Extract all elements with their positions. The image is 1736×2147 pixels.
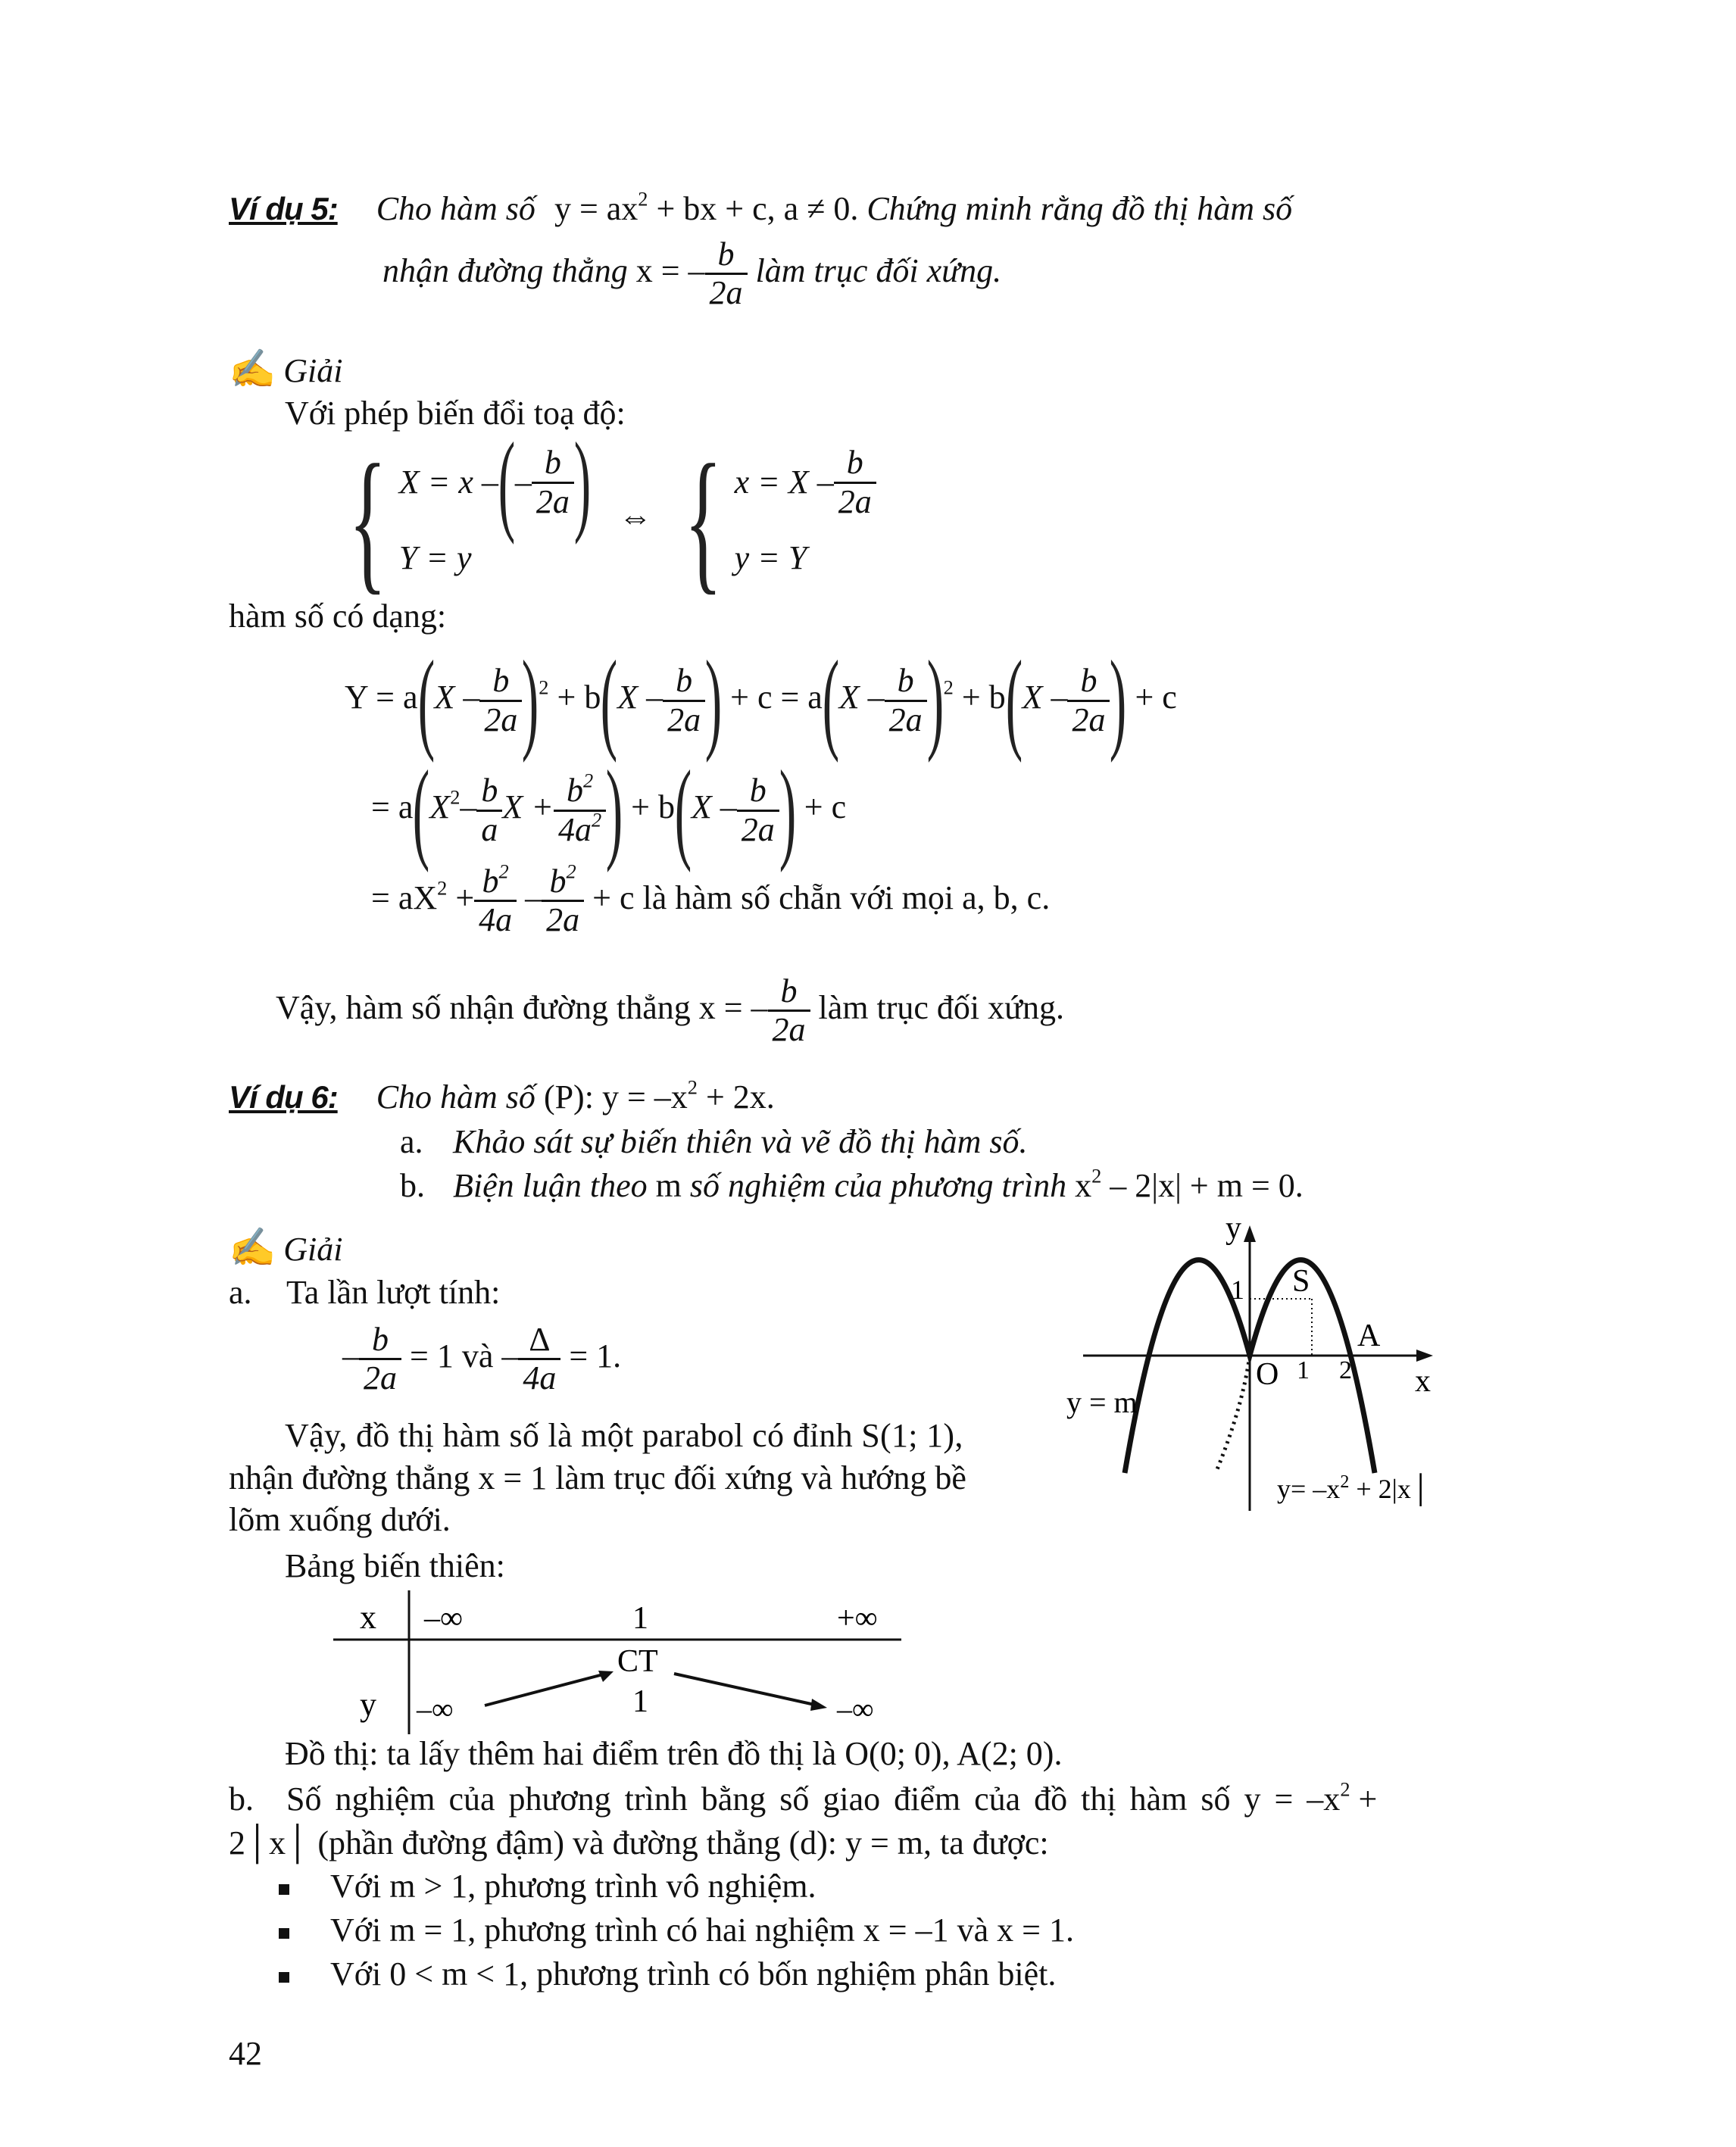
example6-item-a: a. Khảo sát sự biến thiên và vẽ đồ thị hàm số. (400, 1123, 1028, 1160)
table-title: Bảng biến thiên: (285, 1547, 505, 1584)
point-A-label: A (1357, 1318, 1381, 1353)
tick-1-label: 1 (1297, 1356, 1310, 1384)
table-y-neg-inf-left: –∞ (417, 1692, 454, 1726)
bullet-1: Với m > 1, phương trình vô nghiệm. (279, 1868, 816, 1905)
solution6-title: ✍ Giải (229, 1226, 343, 1269)
solution6-a-intro: a. Ta lần lượt tính: (229, 1274, 501, 1311)
example5-formula: $y = ax^2$ + bx + c, a ≠ 0. (554, 187, 859, 227)
equation-3: = $aX^2$ + $\frac{b^2}{4a}$ – $\frac{b^2}{2a}$ + c là hàm số chẵn với mọi a, b, c. (371, 860, 1051, 939)
decrease-arrowhead-icon (810, 1699, 827, 1711)
example5-line2-x: x = – (635, 251, 705, 289)
increase-arrow (485, 1674, 606, 1705)
table-y-label: y (360, 1686, 376, 1723)
part-b-line1: b. Số nghiệm của phương trình bằng số giao điểm của đồ thị hàm số $y = -x^2$ + (229, 1777, 1378, 1818)
parabola-graph (1060, 1212, 1454, 1522)
table-x-neg-inf: –∞ (424, 1601, 463, 1636)
graph-one-y: 1 (1231, 1275, 1244, 1305)
function-label: $y= -x^2$ + 2|x│ (1277, 1472, 1431, 1504)
para1-line1: Vậy, đồ thị hàm số là một parabol có đỉnh S(1; 1), (285, 1417, 963, 1454)
example5-label: Ví dụ 5: (229, 191, 338, 226)
example6-line1: Ví dụ 6: Cho hàm số (P): $y = -x^2 + 2x$. (229, 1075, 775, 1116)
equation-2: = $a(X^2-$ $\frac{b}{a}$ X + $\frac{b^2}{4a^2}$ ) + b(X – $\frac{b}{2a}$ ) + c (371, 747, 847, 873)
table-ct: CT (617, 1644, 658, 1679)
bullet-2: Với m = 1, phương trình có hai nghiệm x = –1 và x = 1. (279, 1912, 1074, 1949)
example6-label: Ví dụ 6: (229, 1079, 338, 1115)
equation-1: Y = a(X – $\frac{b}{2a}$ )$^2$ + b(X – $\frac{b}{2a}$ ) + c = a(X – $\frac{b}{2a}$ )$^2$ + b(X – $\frac{b}{2a}$ ) + c (345, 638, 1177, 763)
example5-line2-pre: nhận đường thẳng (382, 251, 628, 289)
pencil-icon: ✍ (229, 348, 276, 390)
pencil-icon: ✍ (229, 1226, 276, 1269)
para1-line3: lõm xuống dưới. (229, 1501, 451, 1538)
vertex-S-label: S (1292, 1264, 1310, 1299)
page-number: 42 (229, 2035, 262, 2072)
vertex-calculation: – $\frac{b}{2a}$ = 1 và – $\frac{\Delta}{4a}$ = 1. (342, 1321, 622, 1397)
example6-item-b: b. Biện luận theo m số nghiệm của phương trình $x^2 - 2|x| + m = 0$. (400, 1164, 1304, 1204)
graph-note: Đồ thị: ta lấy thêm hai điểm trên đồ thị là O(0; 0), A(2; 0). (285, 1735, 1063, 1772)
bullet-icon (279, 1928, 289, 1939)
increase-arrowhead-icon (598, 1671, 614, 1682)
table-x-pos-inf: +∞ (837, 1601, 878, 1636)
solution5-intro: Với phép biến đổi toạ độ: (285, 395, 626, 432)
right-brace-icon: { (684, 432, 723, 608)
example5-line1 (229, 187, 1293, 227)
table-x-one: 1 (632, 1601, 648, 1636)
solution5-title: ✍ Giải (229, 348, 343, 390)
part-b-line2: 2│x│ (phần đường đậm) và đường thẳng (d): y = m, ta được: (229, 1824, 1049, 1861)
left-brace-icon: { (348, 432, 387, 608)
bullet-3: Với 0 < m < 1, phương trình có bốn nghiệm phân biệt. (279, 1956, 1056, 1993)
decrease-arrow (674, 1674, 818, 1705)
example5-line2 (382, 236, 1001, 312)
para1-line2: nhận đường thẳng x = 1 làm trục đối xứng và hướng bề (229, 1459, 966, 1496)
table-y-one: 1 (632, 1684, 648, 1719)
bullet-icon (279, 1972, 289, 1983)
example5-text: Cho hàm số (376, 190, 535, 227)
conclusion-5: Vậy, hàm số nhận đường thẳng x = – $\frac{b}{2a}$ làm trục đối xứng. (276, 972, 1065, 1049)
example5-fraction: $\frac{b}{2a}$ (705, 236, 748, 312)
ym-label: y = m (1066, 1385, 1138, 1419)
graph-x-label: x (1415, 1364, 1431, 1399)
graph-y-label: y (1226, 1212, 1241, 1246)
x-axis-arrow-icon (1416, 1350, 1433, 1362)
system-left: X = x – ( – $\frac{b}{2a}$ ) Y = y (398, 420, 592, 576)
bullet-icon (279, 1884, 289, 1895)
system-right: x = X – $\frac{b}{2a}$ y = Y (735, 445, 876, 596)
form-text: hàm số có dạng: (229, 598, 447, 635)
example5-line2-post: làm trục đối xứng. (755, 251, 1002, 289)
dotted-branch (1216, 1356, 1250, 1473)
table-y-neg-inf-right: –∞ (837, 1692, 874, 1726)
equivalence-symbol: ⇔ (618, 498, 652, 536)
variation-table (333, 1590, 909, 1742)
tick-2-label: 2 (1339, 1356, 1352, 1384)
origin-O-label: O (1256, 1357, 1279, 1392)
transform-system (345, 420, 876, 608)
example5-tail: Chứng minh rằng đồ thị hàm số (866, 190, 1293, 227)
y-axis-arrow-icon (1244, 1225, 1256, 1242)
table-x-label: x (360, 1599, 376, 1636)
